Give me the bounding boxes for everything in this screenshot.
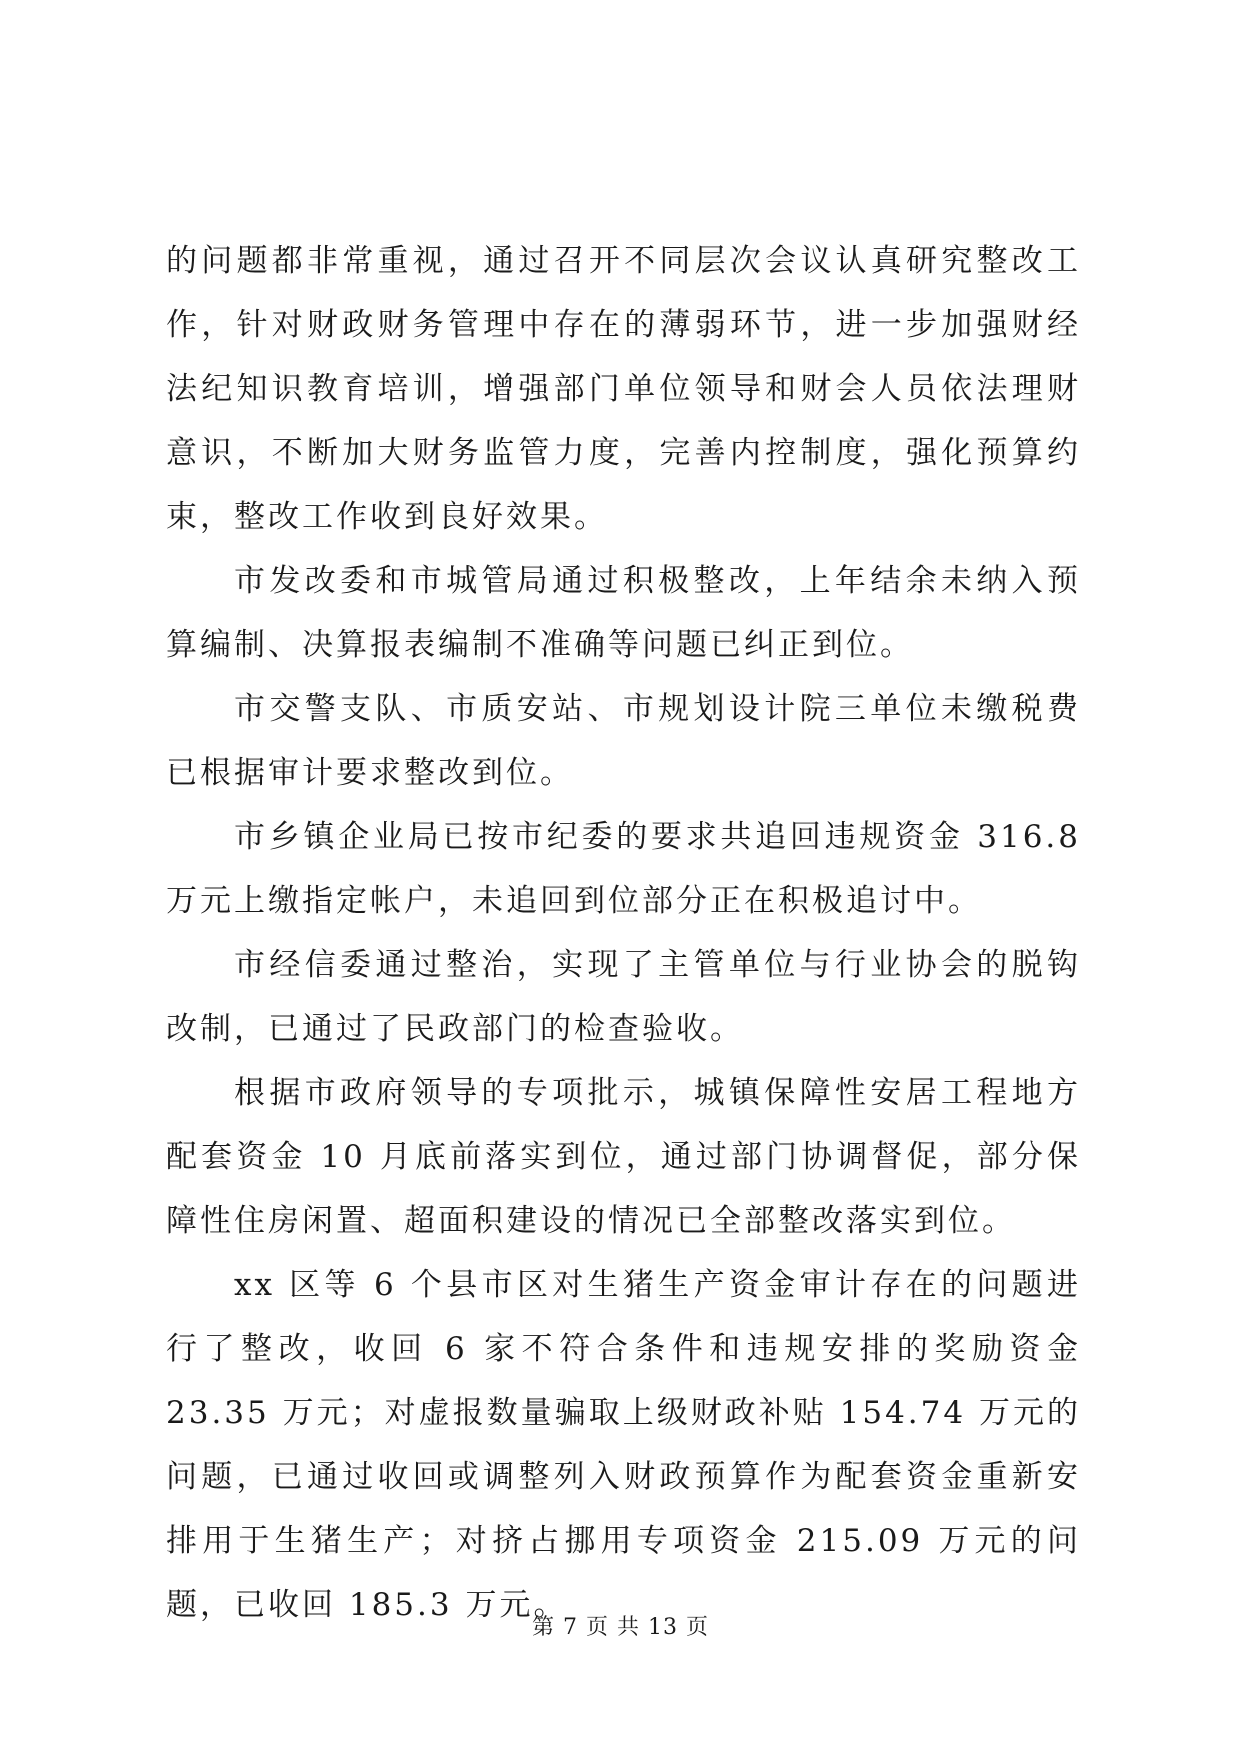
- paragraph-6: 根据市政府领导的专项批示，城镇保障性安居工程地方配套资金 10 月底前落实到位，通过部门协调督促，部分保障性住房闲置、超面积建设的情况已全部整改落实到位。: [166, 1075, 1081, 1239]
- paragraph-7: xx 区等 6 个县市区对生猪生产资金审计存在的问题进行了整改，收回 6 家不符合条件和违规安排的奖励资金 23.35 万元；对虚报数量骗取上级财政补贴 154.74 万元的问题，已通过收回或调整列入财政预算作为配套资金重新安排用于生猪生产；对挤占挪用专项资金 215.09 万元的问题，已收回 185.3 万元。: [166, 1267, 1081, 1623]
- body-text: [166, 229, 1081, 1637]
- page-number-footer: 第 7 页 共 13 页: [532, 1615, 709, 1640]
- paragraph-2: 市发改委和市城管局通过积极整改，上年结余未纳入预算编制、决算报表编制不准确等问题已纠正到位。: [166, 563, 1081, 663]
- paragraph-3: 市交警支队、市质安站、市规划设计院三单位未缴税费已根据审计要求整改到位。: [166, 691, 1081, 791]
- paragraph-1: 的问题都非常重视，通过召开不同层次会议认真研究整改工作，针对财政财务管理中存在的薄弱环节，进一步加强财经法纪知识教育培训，增强部门单位领导和财会人员依法理财意识，不断加大财务监管力度，完善内控制度，强化预算约束，整改工作收到良好效果。: [166, 243, 1081, 535]
- paragraph-4: 市乡镇企业局已按市纪委的要求共追回违规资金 316.8 万元上缴指定帐户，未追回到位部分正在积极追讨中。: [166, 819, 1081, 919]
- paragraph-5: 市经信委通过整治，实现了主管单位与行业协会的脱钩改制，已通过了民政部门的检查验收。: [166, 947, 1081, 1047]
